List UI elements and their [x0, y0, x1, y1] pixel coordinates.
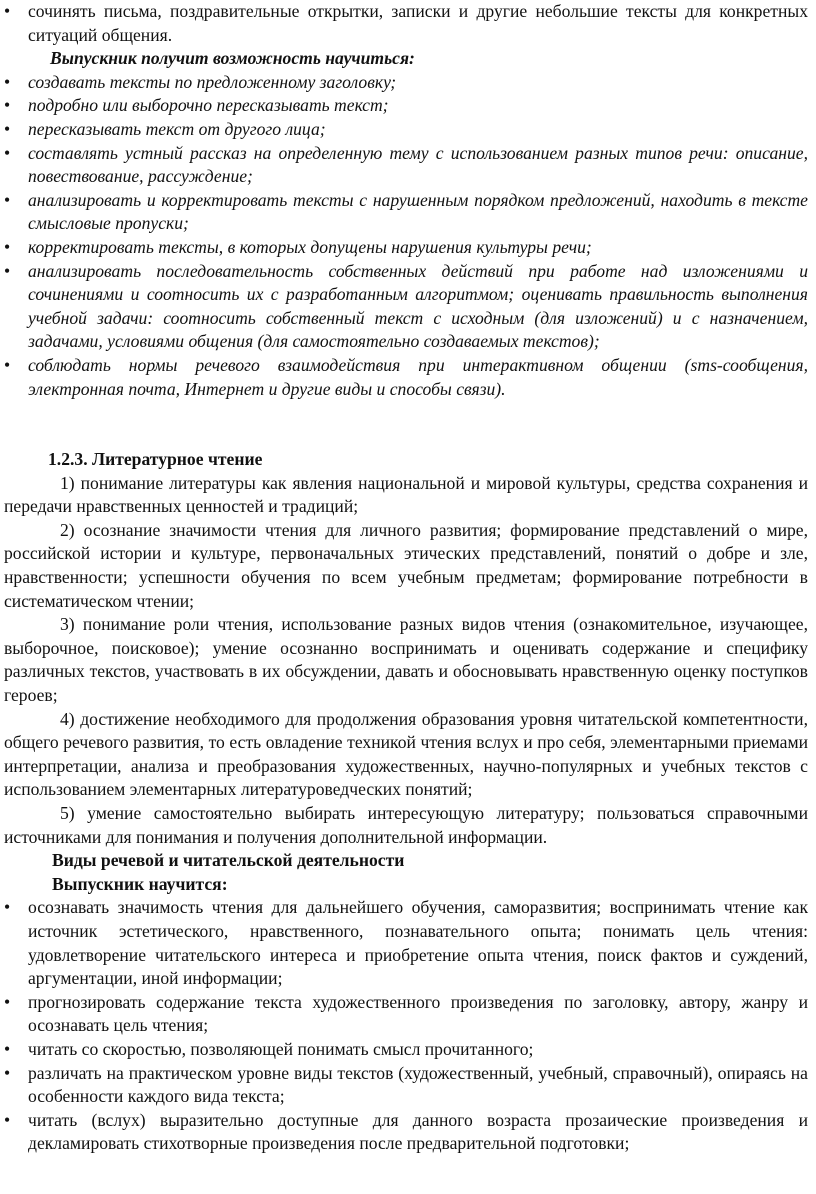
- list-item: • читать (вслух) выразительно доступные для данного возраста прозаические произведения и декламировать стихотворные произведения после предварительной подготовки;: [4, 1109, 808, 1156]
- paragraph: 2) осознание значимости чтения для личного развития; формирование представлений о мире, российской истории и культуре, первоначальных этических представлений, понятий о добре и зле, нравственности; успешности обучения по всем учебным предметам; формирование потребности в систематическом чтении;: [4, 519, 808, 611]
- paragraph: 1) понимание литературы как явления национальной и мировой культуры, средства сохранения и передачи нравственных ценностей и традиций;: [4, 472, 808, 517]
- opportunity-heading: Выпускник получит возможность научиться:: [50, 48, 415, 69]
- paragraph: 3) понимание роли чтения, использование разных видов чтения (ознакомительное, изучающее, выборочное, поисковое); умение осознанно воспринимать и оценивать содержание и специфику различных текстов, участвовать в их обсуждении, давать и обосновывать нравственную оценку поступков героев;: [4, 614, 808, 706]
- list-item: • подробно или выборочно пересказывать текст;: [4, 94, 808, 118]
- list-item: • соблюдать нормы речевого взаимодействия при интерактивном общении (sms-сообщения, электронная почта, Интернет и другие виды и способы связи).: [4, 354, 808, 401]
- list-item: • прогнозировать содержание текста художественного произведения по заголовку, автору, жанру и осознавать цель чтения;: [4, 991, 808, 1038]
- section-spacer: [4, 401, 808, 448]
- list-item: • анализировать и корректировать тексты с нарушенным порядком предложений, находить в тексте смысловые пропуски;: [4, 189, 808, 236]
- list-item: • читать со скоростью, позволяющей понимать смысл прочитанного;: [4, 1038, 808, 1062]
- learn-subheading: Выпускник научится:: [52, 873, 228, 894]
- list-item: • осознавать значимость чтения для дальнейшего обучения, саморазвития; воспринимать чтение как источник эстетического, нравственного, познавательного опыта; понимать цель чтения: удовлетворение читательского интереса и приобретение опыта чтения, поиск фактов и суждений, аргументации, иной информации;: [4, 896, 808, 990]
- activity-subheading: Виды речевой и читательской деятельности: [52, 850, 405, 871]
- learn-list: [4, 896, 808, 1156]
- list-item: • сочинять письма, поздравительные открытки, записки и другие небольшие тексты для конкретных ситуаций общения.: [4, 0, 808, 47]
- paragraph: 4) достижение необходимого для продолжения образования уровня читательской компетентности, общего речевого развития, то есть овладение техникой чтения вслух и про себя, элементарными приемами интерпретации, анализа и преобразования художественных, научно-популярных и учебных текстов с использованием элементарных литературоведческих понятий;: [4, 708, 808, 800]
- list-item: • пересказывать текст от другого лица;: [4, 118, 808, 142]
- list-item: • корректировать тексты, в которых допущены нарушения культуры речи;: [4, 236, 808, 260]
- list-item: • анализировать последовательность собственных действий при работе над изложениями и сочинениями и соотносить их с разработанным алгоритмом; оценивать правильность выполнения учебной задачи: соотносить собственный текст с исходным (для изложений) и с назначением, задачами, условиями общения (для самостоятельно создаваемых текстов);: [4, 260, 808, 354]
- list-item: • составлять устный рассказ на определенную тему с использованием разных типов речи: описание, повествование, рассуждение;: [4, 142, 808, 189]
- opportunity-list: [4, 71, 808, 401]
- list-item: • создавать тексты по предложенному заголовку;: [4, 71, 808, 95]
- section-title: 1.2.3. Литературное чтение: [48, 449, 263, 470]
- writing-skills-list: [4, 0, 808, 47]
- paragraph: 5) умение самостоятельно выбирать интересующую литературу; пользоваться справочными источниками для понимания и получения дополнительной информации.: [4, 803, 808, 847]
- list-item: • различать на практическом уровне виды текстов (художественный, учебный, справочный), опираясь на особенности каждого вида текста;: [4, 1062, 808, 1109]
